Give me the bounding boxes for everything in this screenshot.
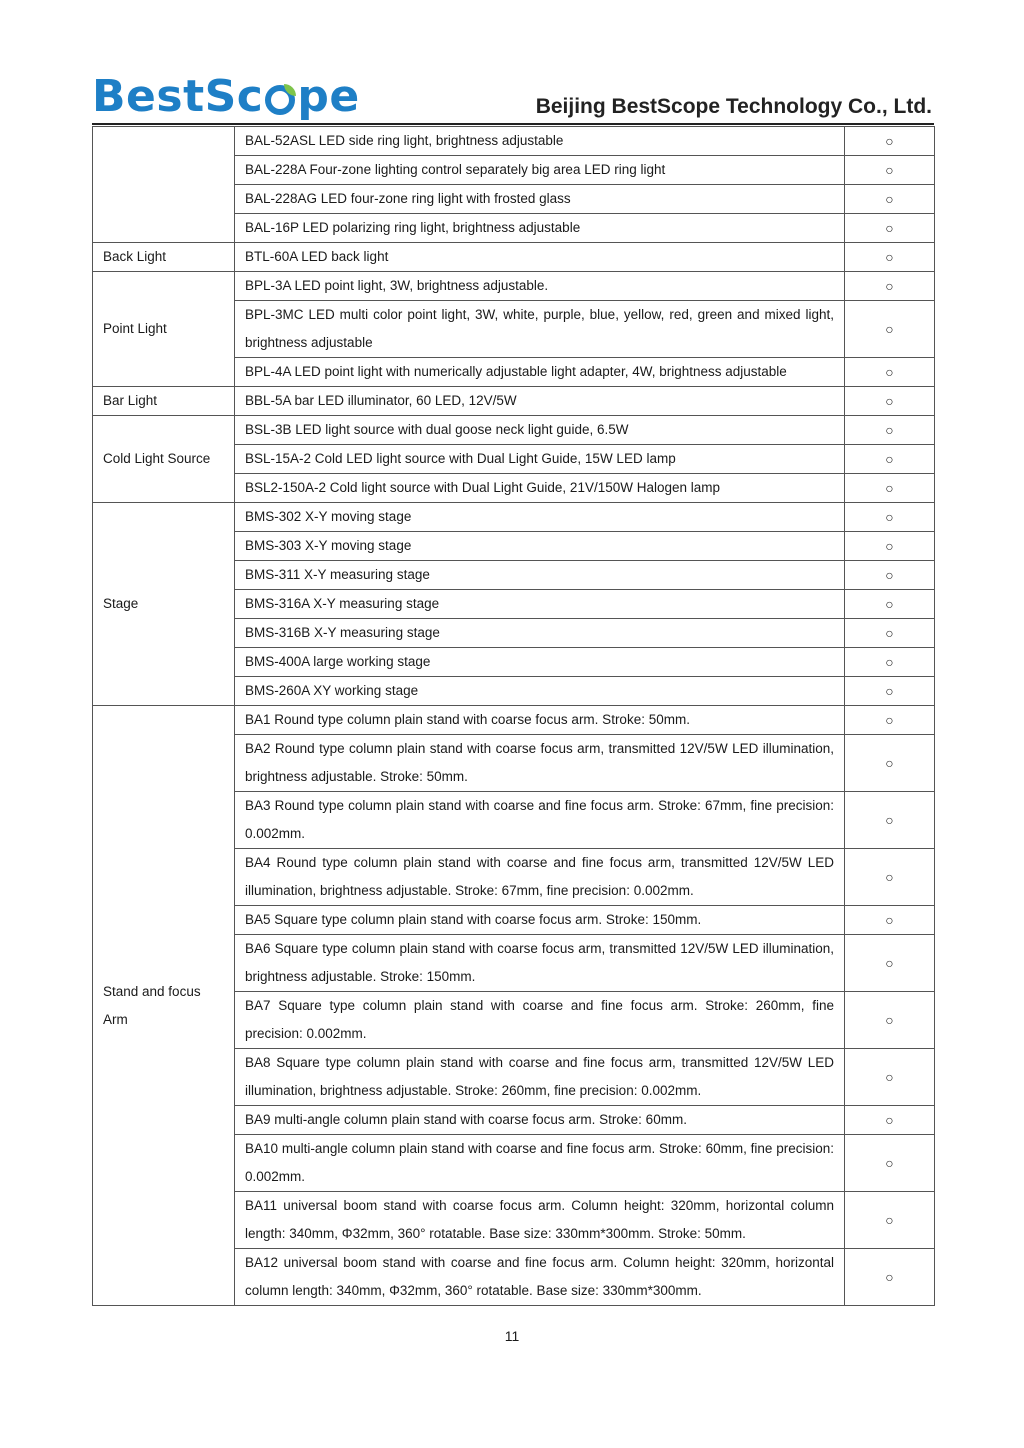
table-row (93, 387, 935, 416)
item-description: BA5 Square type column plain stand with coarse focus arm. Stroke: 150mm. (235, 906, 845, 935)
optional-marker: ○ (845, 474, 935, 503)
page-number: 11 (504, 1328, 520, 1344)
optional-marker: ○ (845, 301, 935, 358)
optional-marker: ○ (845, 561, 935, 590)
optional-marker: ○ (845, 849, 935, 906)
optional-marker: ○ (845, 532, 935, 561)
category-cell: Bar Light (93, 387, 235, 416)
item-description: BA6 Square type column plain stand with coarse focus arm, transmitted 12V/5W LED illumination, brightness adjustable. Stroke: 150mm. (235, 935, 845, 992)
optional-marker: ○ (845, 1106, 935, 1135)
optional-marker: ○ (845, 272, 935, 301)
optional-marker: ○ (845, 127, 935, 156)
item-description: BMS-316B X-Y measuring stage (235, 619, 845, 648)
item-description: BAL-16P LED polarizing ring light, brightness adjustable (235, 214, 845, 243)
bestscope-logo (92, 70, 360, 122)
table-row (93, 243, 935, 272)
item-description: BAL-228AG LED four-zone ring light with frosted glass (235, 185, 845, 214)
optional-marker: ○ (845, 648, 935, 677)
optional-marker: ○ (845, 935, 935, 992)
header-divider (92, 123, 934, 125)
item-description: BTL-60A LED back light (235, 243, 845, 272)
item-description: BA11 universal boom stand with coarse focus arm. Column height: 320mm, horizontal column length: 340mm, Φ32mm, 360° rotatable. Base size: 330mm*300mm. Stroke: 50mm. (235, 1192, 845, 1249)
table-row (93, 272, 935, 301)
optional-marker: ○ (845, 243, 935, 272)
logo-o-leaf-icon (265, 85, 295, 115)
item-description: BMS-260A XY working stage (235, 677, 845, 706)
item-description: BPL-3MC LED multi color point light, 3W, white, purple, blue, yellow, red, green and mixed light, brightness adjustable (235, 301, 845, 358)
item-description: BBL-5A bar LED illuminator, 60 LED, 12V/5W (235, 387, 845, 416)
optional-marker: ○ (845, 503, 935, 532)
item-description: BPL-3A LED point light, 3W, brightness adjustable. (235, 272, 845, 301)
item-description: BA12 universal boom stand with coarse and fine focus arm. Column height: 320mm, horizontal column length: 340mm, Φ32mm, 360° rotatable. Base size: 330mm*300mm. (235, 1249, 845, 1306)
optional-marker: ○ (845, 992, 935, 1049)
table-row (93, 706, 935, 735)
optional-marker: ○ (845, 416, 935, 445)
item-description: BMS-311 X-Y measuring stage (235, 561, 845, 590)
item-description: BMS-302 X-Y moving stage (235, 503, 845, 532)
optional-marker: ○ (845, 792, 935, 849)
optional-marker: ○ (845, 156, 935, 185)
table-row (93, 127, 935, 156)
optional-marker: ○ (845, 677, 935, 706)
logo-text-start: BestSc (92, 70, 264, 122)
optional-marker: ○ (845, 185, 935, 214)
category-cell: Back Light (93, 243, 235, 272)
optional-marker: ○ (845, 619, 935, 648)
optional-marker: ○ (845, 358, 935, 387)
optional-marker: ○ (845, 590, 935, 619)
item-description: BA8 Square type column plain stand with coarse and fine focus arm, transmitted 12V/5W LED illumination, brightness adjustable. Stroke: 260mm, fine precision: 0.002mm. (235, 1049, 845, 1106)
item-description: BMS-316A X-Y measuring stage (235, 590, 845, 619)
item-description: BA7 Square type column plain stand with coarse and fine focus arm. Stroke: 260mm, fine precision: 0.002mm. (235, 992, 845, 1049)
table-row (93, 416, 935, 445)
item-description: BA4 Round type column plain stand with coarse and fine focus arm, transmitted 12V/5W LED illumination, brightness adjustable. Stroke: 67mm, fine precision: 0.002mm. (235, 849, 845, 906)
optional-marker: ○ (845, 906, 935, 935)
optional-marker: ○ (845, 1249, 935, 1306)
category-cell (93, 127, 235, 243)
item-description: BAL-228A Four-zone lighting control separately big area LED ring light (235, 156, 845, 185)
accessory-table-body (93, 127, 935, 1306)
item-description: BSL2-150A-2 Cold light source with Dual Light Guide, 21V/150W Halogen lamp (235, 474, 845, 503)
optional-marker: ○ (845, 214, 935, 243)
item-description: BAL-52ASL LED side ring light, brightness adjustable (235, 127, 845, 156)
item-description: BSL-15A-2 Cold LED light source with Dual Light Guide, 15W LED lamp (235, 445, 845, 474)
item-description: BA10 multi-angle column plain stand with coarse and fine focus arm. Stroke: 60mm, fine precision: 0.002mm. (235, 1135, 845, 1192)
company-name: Beijing BestScope Technology Co., Ltd. (535, 95, 932, 118)
item-description: BMS-303 X-Y moving stage (235, 532, 845, 561)
item-description: BA9 multi-angle column plain stand with coarse focus arm. Stroke: 60mm. (235, 1106, 845, 1135)
item-description: BPL-4A LED point light with numerically adjustable light adapter, 4W, brightness adjustable (235, 358, 845, 387)
category-cell: Cold Light Source (93, 416, 235, 503)
item-description: BA3 Round type column plain stand with coarse and fine focus arm. Stroke: 67mm, fine precision: 0.002mm. (235, 792, 845, 849)
item-description: BMS-400A large working stage (235, 648, 845, 677)
optional-marker: ○ (845, 1049, 935, 1106)
logo-text-end: pe (297, 70, 360, 122)
item-description: BA2 Round type column plain stand with coarse focus arm, transmitted 12V/5W LED illumination, brightness adjustable. Stroke: 50mm. (235, 735, 845, 792)
category-cell: Stand and focus Arm (93, 706, 235, 1306)
optional-marker: ○ (845, 387, 935, 416)
category-cell: Point Light (93, 272, 235, 387)
optional-marker: ○ (845, 1135, 935, 1192)
accessory-table (92, 126, 935, 1306)
item-description: BA1 Round type column plain stand with coarse focus arm. Stroke: 50mm. (235, 706, 845, 735)
optional-marker: ○ (845, 445, 935, 474)
table-row (93, 503, 935, 532)
category-cell: Stage (93, 503, 235, 706)
optional-marker: ○ (845, 735, 935, 792)
optional-marker: ○ (845, 1192, 935, 1249)
optional-marker: ○ (845, 706, 935, 735)
item-description: BSL-3B LED light source with dual goose neck light guide, 6.5W (235, 416, 845, 445)
